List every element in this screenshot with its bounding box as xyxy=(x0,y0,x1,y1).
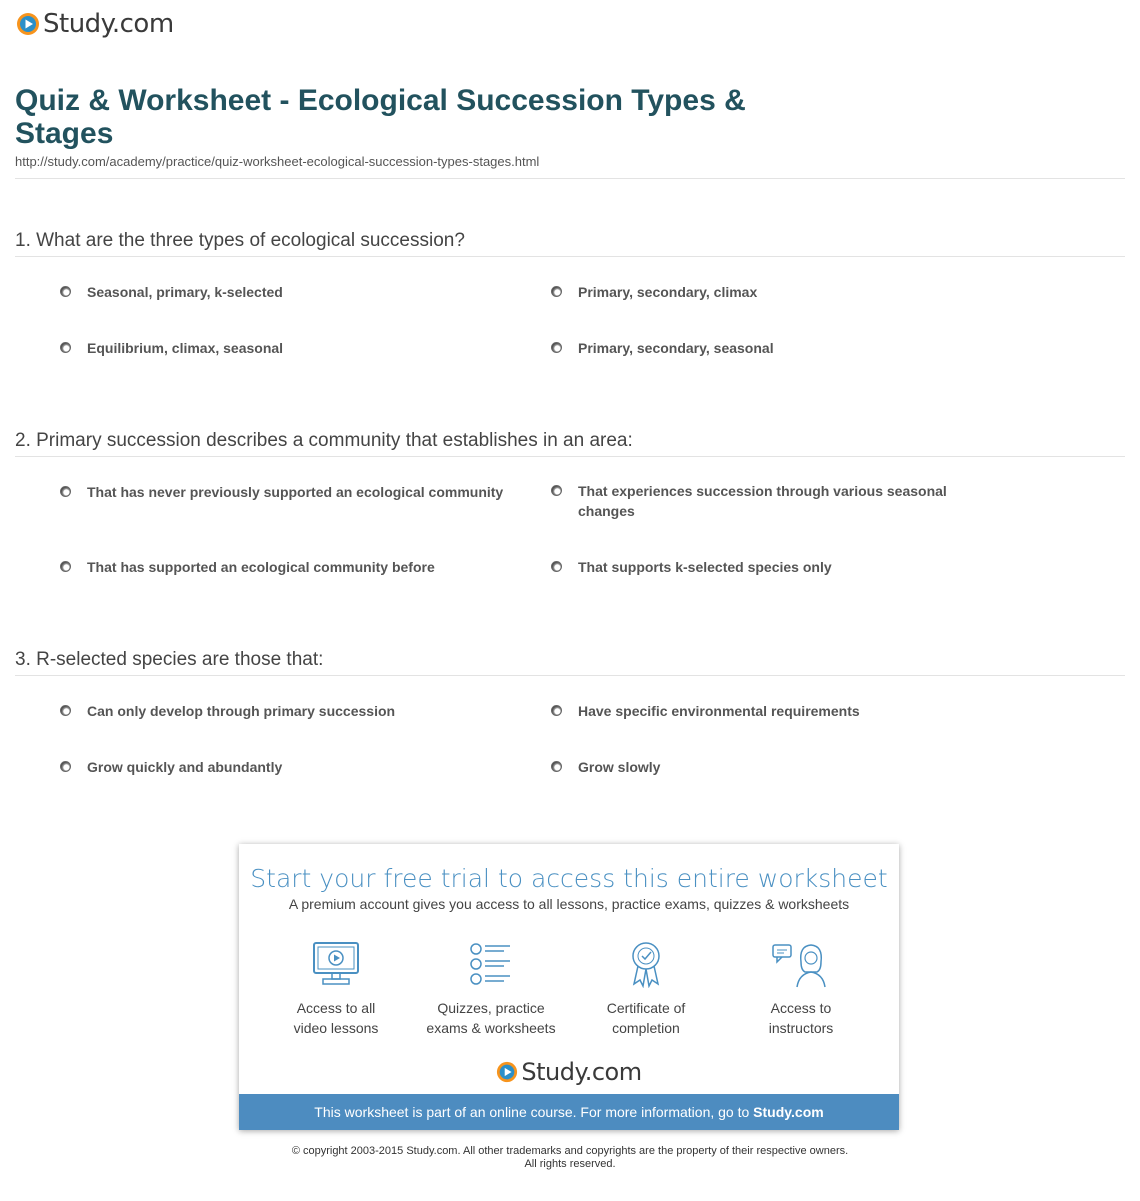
q1-option-a[interactable] xyxy=(60,282,510,302)
promo-heading[interactable]: Start your free trial to access this entire worksheet xyxy=(250,864,888,893)
feature-label: Quizzes, practice xyxy=(437,1000,545,1016)
option-label: Grow slowly xyxy=(578,759,661,775)
question-2: 2. Primary succession describes a community that establishes in an area: xyxy=(15,430,633,451)
option-label: That has supported an ecological community before xyxy=(87,559,435,575)
divider xyxy=(15,675,1125,676)
feature-label: completion xyxy=(612,1020,680,1036)
radio-icon[interactable] xyxy=(551,286,562,297)
copyright-line: © copyright 2003-2015 Study.com. All other trademarks and copyrights are the property of their respective owners. xyxy=(291,1145,849,1157)
feature-instructors xyxy=(726,940,876,1038)
play-logo-icon xyxy=(496,1061,518,1083)
copyright xyxy=(0,1145,1140,1171)
option-label: Equilibrium, climax, seasonal xyxy=(87,340,284,356)
instructor-icon xyxy=(771,940,831,988)
feature-label: Access to all xyxy=(296,1000,376,1016)
option-label: That experiences succession through various seasonal changes xyxy=(578,483,947,519)
radio-icon[interactable] xyxy=(551,561,562,572)
radio-icon[interactable] xyxy=(551,705,562,716)
option-label: Seasonal, primary, k-selected xyxy=(87,284,283,300)
divider xyxy=(15,256,1125,257)
option-label: Primary, secondary, climax xyxy=(578,284,758,300)
divider xyxy=(15,178,1125,179)
option-label: Primary, secondary, seasonal xyxy=(578,340,774,356)
page-title: Quiz & Worksheet - Ecological Succession Types & Stages xyxy=(15,84,746,150)
option-label: Grow quickly and abundantly xyxy=(87,759,283,775)
q3-option-d[interactable] xyxy=(551,757,981,777)
feature-certificate xyxy=(571,940,721,1038)
feature-quizzes xyxy=(416,940,566,1038)
question-3: 3. R-selected species are those that: xyxy=(15,649,324,670)
radio-icon[interactable] xyxy=(60,286,71,297)
quiz-list-icon xyxy=(466,940,516,988)
radio-icon[interactable] xyxy=(551,342,562,353)
feature-label: instructors xyxy=(768,1020,834,1036)
q2-option-c[interactable] xyxy=(60,557,530,577)
q3-option-a[interactable] xyxy=(60,701,510,721)
q3-option-b[interactable] xyxy=(551,701,981,721)
promo-footer-link[interactable]: Study.com xyxy=(753,1104,824,1120)
promo-logo[interactable] xyxy=(239,1058,899,1086)
studycom-logo[interactable] xyxy=(16,10,174,38)
option-label: Can only develop through primary succession xyxy=(87,703,396,719)
logo-wordmark: Study.com xyxy=(521,1058,642,1086)
radio-icon[interactable] xyxy=(551,761,562,772)
q1-option-b[interactable] xyxy=(551,282,981,302)
option-label: That has never previously supported an ecological community xyxy=(87,484,504,500)
certificate-icon xyxy=(621,940,671,988)
copyright-line: All rights reserved. xyxy=(524,1158,616,1170)
promo-footer-bar xyxy=(239,1094,899,1130)
play-logo-icon xyxy=(16,12,40,36)
q1-option-c[interactable] xyxy=(60,338,510,358)
promo-footer-text: This worksheet is part of an online course. For more information, go to xyxy=(314,1104,754,1120)
q2-option-d[interactable] xyxy=(551,557,981,577)
feature-label: exams & worksheets xyxy=(426,1020,556,1036)
radio-icon[interactable] xyxy=(60,486,71,497)
radio-icon[interactable] xyxy=(60,705,71,716)
feature-label: Certificate of xyxy=(606,1000,686,1016)
video-lesson-icon xyxy=(311,940,361,988)
q2-option-b[interactable] xyxy=(551,481,981,521)
divider xyxy=(15,456,1125,457)
feature-label: video lessons xyxy=(293,1020,379,1036)
radio-icon[interactable] xyxy=(60,342,71,353)
page-url: http://study.com/academy/practice/quiz-worksheet-ecological-succession-types-stages.html xyxy=(15,154,540,169)
free-trial-promo[interactable] xyxy=(239,844,899,1130)
option-label: Have specific environmental requirements xyxy=(578,703,860,719)
q1-option-d[interactable] xyxy=(551,338,981,358)
radio-icon[interactable] xyxy=(60,561,71,572)
feature-label: Access to xyxy=(770,1000,832,1016)
q2-option-a[interactable] xyxy=(60,482,530,502)
radio-icon[interactable] xyxy=(551,485,562,496)
logo-wordmark: Study.com xyxy=(43,9,174,39)
feature-video-lessons xyxy=(261,940,411,1038)
q3-option-c[interactable] xyxy=(60,757,510,777)
radio-icon[interactable] xyxy=(60,761,71,772)
option-label: That supports k-selected species only xyxy=(578,559,832,575)
question-1: 1. What are the three types of ecological succession? xyxy=(15,230,465,251)
promo-subheading: A premium account gives you access to all lessons, practice exams, quizzes & worksheets xyxy=(288,896,850,912)
